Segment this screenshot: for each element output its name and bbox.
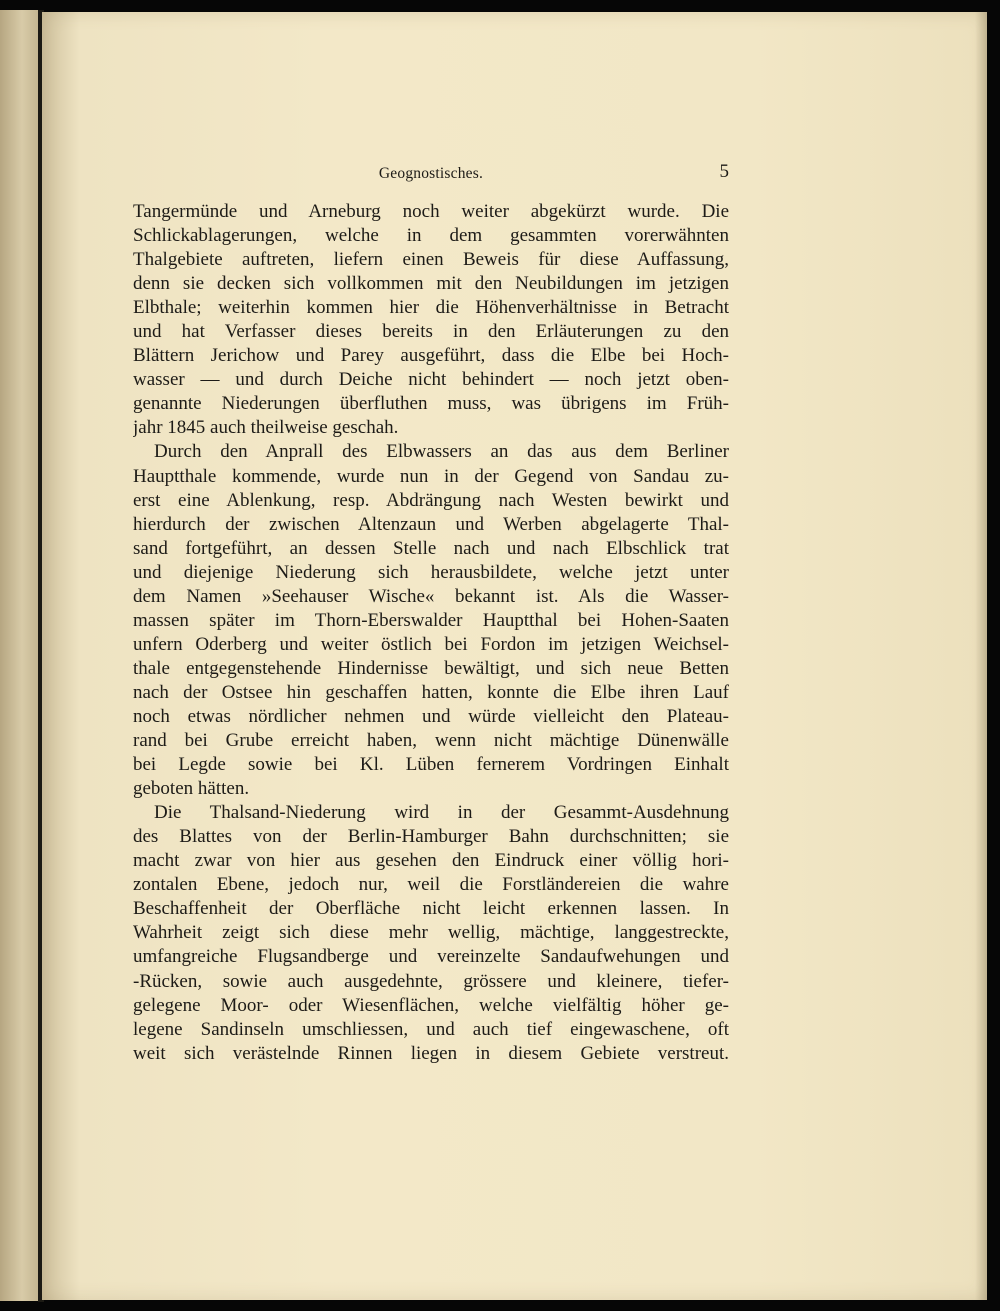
text-line: hierdurch der zwischen Altenzaun und Werben abgelagerte Thal-: [133, 513, 729, 535]
text-line: genannte Niederungen überfluthen muss, was übrigens im Früh-: [133, 393, 729, 415]
text-line: legene Sandinseln umschliessen, und auch tief eingewaschene, oft: [133, 1018, 729, 1040]
text-line: noch etwas nördlicher nehmen und würde vielleicht den Plateau-: [133, 705, 729, 727]
text-line: weit sich verästelnde Rinnen liegen in diesem Gebiete verstreut.: [133, 1042, 729, 1064]
text-line: denn sie decken sich vollkommen mit den Neubildungen im jetzigen: [133, 273, 729, 295]
body-text: [133, 200, 729, 1066]
text-line: dem Namen »Seehauser Wische« bekannt ist. Als die Wasser-: [133, 585, 729, 607]
text-line: unfern Oderberg und weiter östlich bei Fordon im jetzigen Weichsel-: [133, 633, 729, 655]
running-header: [133, 160, 729, 190]
text-line: Beschaffenheit der Oberfläche nicht leicht erkennen lassen. In: [133, 898, 729, 920]
text-line: Elbthale; weiterhin kommen hier die Höhenverhältnisse in Betracht: [133, 297, 729, 319]
text-line: gelegene Moor- oder Wiesenflächen, welche vielfältig höher ge-: [133, 994, 729, 1016]
text-line: umfangreiche Flugsandberge und vereinzelte Sandaufwehungen und: [133, 946, 729, 968]
text-line: erst eine Ablenkung, resp. Abdrängung nach Westen bewirkt und: [133, 489, 729, 511]
text-line: Schlickablagerungen, welche in dem gesammten vorerwähnten: [133, 225, 729, 247]
text-line: Die Thalsand-Niederung wird in der Gesammt-Ausdehnung: [154, 802, 729, 824]
text-line: und diejenige Niederung sich herausbildete, welche jetzt unter: [133, 561, 729, 583]
text-line: Tangermünde und Arneburg noch weiter abgekürzt wurde. Die: [133, 201, 729, 222]
text-line: Thalgebiete auftreten, liefern einen Beweis für diese Auffassung,: [133, 249, 729, 271]
previous-page-edge: [0, 10, 40, 1301]
text-line: Hauptthale kommende, wurde nun in der Gegend von Sandau zu-: [133, 465, 729, 487]
text-line: massen später im Thorn-Eberswalder Hauptthal bei Hohen-Saaten: [133, 609, 729, 631]
text-line: sand fortgeführt, an dessen Stelle nach und nach Elbschlick trat: [133, 537, 729, 559]
text-line: -Rücken, sowie auch ausgedehnte, grössere und kleinere, tiefer-: [133, 970, 729, 992]
text-line: wasser — und durch Deiche nicht behindert — noch jetzt oben-: [133, 369, 729, 391]
text-line: nach der Ostsee hin geschaffen hatten, konnte die Elbe ihren Lauf: [133, 681, 729, 703]
text-line: Durch den Anprall des Elbwassers an das aus dem Berliner: [154, 441, 729, 463]
text-line: Wahrheit zeigt sich diese mehr wellig, mächtige, langgestreckte,: [133, 922, 729, 944]
text-line: rand bei Grube erreicht haben, wenn nicht mächtige Dünenwälle: [133, 730, 729, 752]
text-line: Blättern Jerichow und Parey ausgeführt, dass die Elbe bei Hoch-: [133, 345, 729, 367]
text-line: des Blattes von der Berlin-Hamburger Bahn durchschnitten; sie: [133, 826, 729, 848]
page-number: 5: [719, 161, 729, 182]
page-edge-shadow: [975, 12, 987, 1300]
text-line: jahr 1845 auch theilweise geschah.: [133, 417, 399, 439]
running-title: Geognostisches.: [378, 165, 484, 182]
text-line: zontalen Ebene, jedoch nur, weil die Forstländereien die wahre: [133, 874, 729, 896]
text-line: macht zwar von hier aus gesehen den Eindruck einer völlig hori-: [133, 850, 729, 872]
text-line: bei Legde sowie bei Kl. Lüben fernerem Vordringen Einhalt: [133, 754, 729, 776]
text-line: geboten hätten.: [133, 778, 250, 800]
text-line: thale entgegenstehende Hindernisse bewältigt, und sich neue Betten: [133, 657, 729, 679]
text-line: und hat Verfasser dieses bereits in den Erläuterungen zu den: [133, 321, 729, 343]
